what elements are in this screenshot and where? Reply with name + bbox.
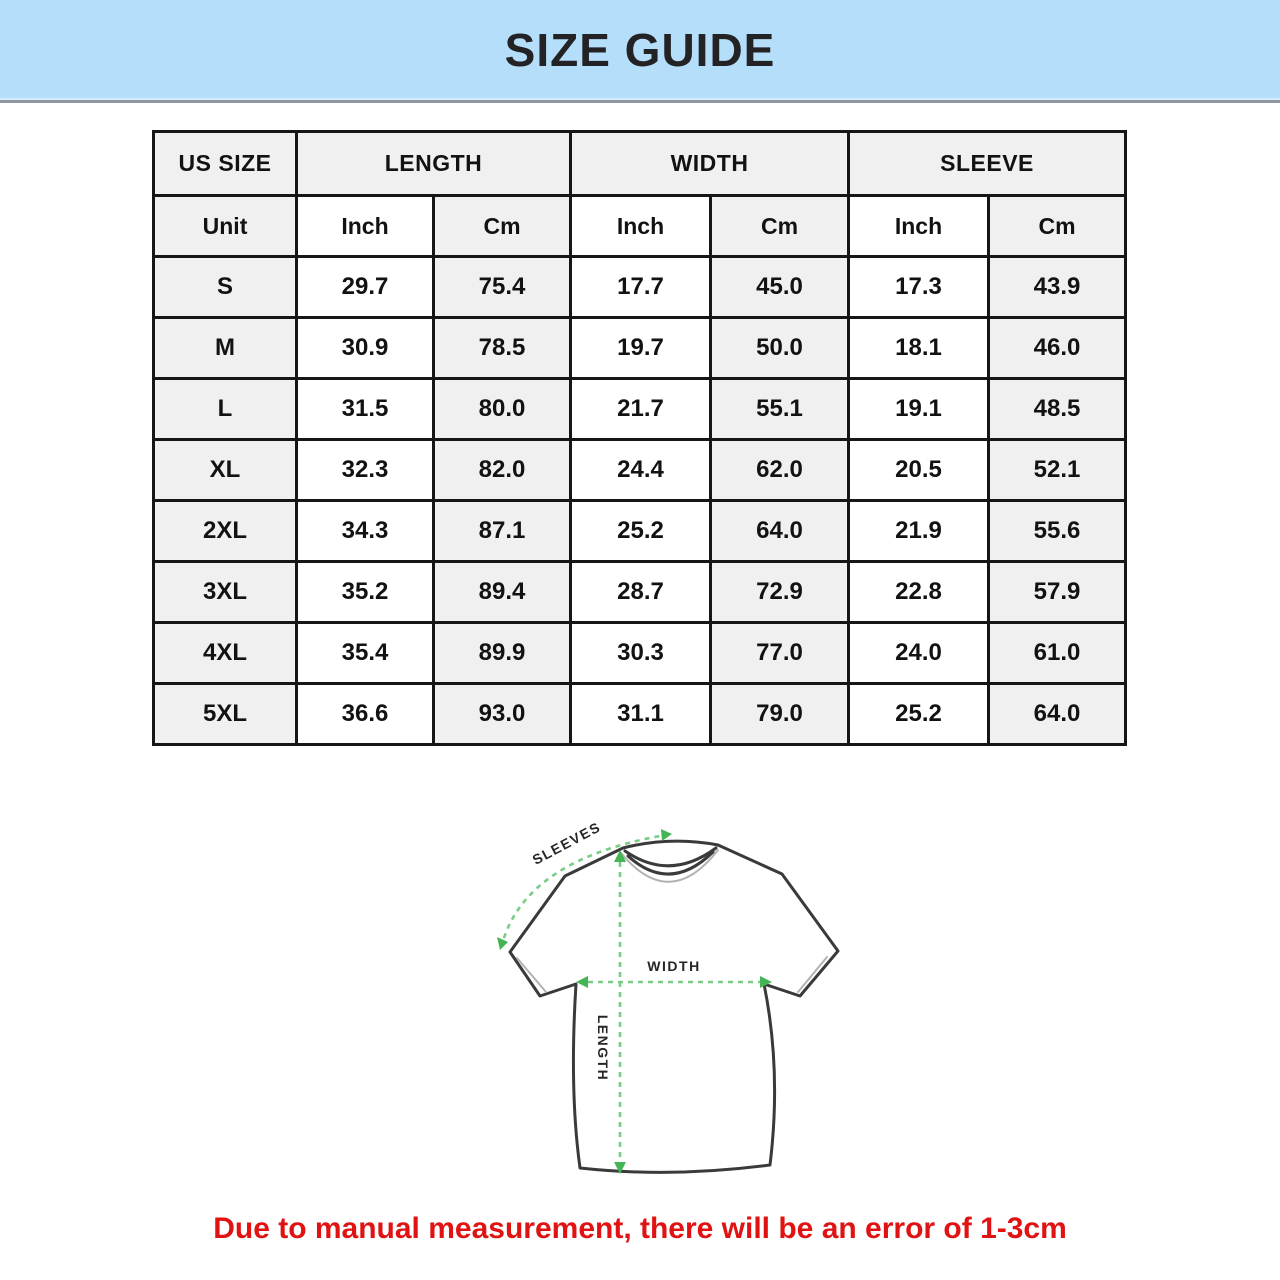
page-title: SIZE GUIDE <box>504 24 776 76</box>
sleeve-arrowhead-top <box>661 829 672 841</box>
value-cell: 19.1 <box>849 379 989 440</box>
value-cell: 17.3 <box>849 257 989 318</box>
value-cell: 48.5 <box>989 379 1126 440</box>
value-cell: 61.0 <box>989 623 1126 684</box>
value-cell: 64.0 <box>989 684 1126 745</box>
size-row-s <box>154 257 1126 318</box>
value-cell: 21.9 <box>849 501 989 562</box>
size-guide-table <box>152 130 1127 746</box>
value-cell: 89.9 <box>434 623 571 684</box>
value-cell: 25.2 <box>571 501 711 562</box>
column-group-sleeve: SLEEVE <box>849 132 1126 196</box>
value-cell: 78.5 <box>434 318 571 379</box>
value-cell: 55.6 <box>989 501 1126 562</box>
value-cell: 34.3 <box>297 501 434 562</box>
value-cell: 17.7 <box>571 257 711 318</box>
unit-cell-1: Inch <box>297 196 434 257</box>
unit-cell-4: Cm <box>711 196 849 257</box>
value-cell: 72.9 <box>711 562 849 623</box>
column-group-us-size: US SIZE <box>154 132 297 196</box>
unit-cell-3: Inch <box>571 196 711 257</box>
sleeve-arrowhead-bottom <box>497 937 508 950</box>
value-cell: 24.4 <box>571 440 711 501</box>
value-cell: 55.1 <box>711 379 849 440</box>
value-cell: 29.7 <box>297 257 434 318</box>
value-cell: 87.1 <box>434 501 571 562</box>
unit-header-row <box>154 196 1126 257</box>
unit-header-cell: Unit <box>154 196 297 257</box>
size-row-l <box>154 379 1126 440</box>
value-cell: 28.7 <box>571 562 711 623</box>
value-cell: 24.0 <box>849 623 989 684</box>
width-label: WIDTH <box>647 958 701 974</box>
size-row-5xl <box>154 684 1126 745</box>
value-cell: 35.4 <box>297 623 434 684</box>
size-label-cell: S <box>154 257 297 318</box>
value-cell: 30.3 <box>571 623 711 684</box>
value-cell: 31.5 <box>297 379 434 440</box>
value-cell: 19.7 <box>571 318 711 379</box>
value-cell: 21.7 <box>571 379 711 440</box>
unit-cell-2: Cm <box>434 196 571 257</box>
tshirt-outline <box>510 841 838 1172</box>
value-cell: 52.1 <box>989 440 1126 501</box>
size-row-2xl <box>154 501 1126 562</box>
size-label-cell: 3XL <box>154 562 297 623</box>
size-label-cell: 4XL <box>154 623 297 684</box>
unit-cell-5: Inch <box>849 196 989 257</box>
value-cell: 80.0 <box>434 379 571 440</box>
value-cell: 25.2 <box>849 684 989 745</box>
title-banner <box>0 0 1280 103</box>
value-cell: 89.4 <box>434 562 571 623</box>
value-cell: 77.0 <box>711 623 849 684</box>
size-row-3xl <box>154 562 1126 623</box>
value-cell: 35.2 <box>297 562 434 623</box>
tshirt-measurement-diagram <box>460 808 880 1208</box>
column-group-header-row <box>154 132 1126 196</box>
sleeves-label: SLEEVES <box>529 818 604 868</box>
size-label-cell: 2XL <box>154 501 297 562</box>
size-label-cell: 5XL <box>154 684 297 745</box>
size-label-cell: L <box>154 379 297 440</box>
unit-cell-6: Cm <box>989 196 1126 257</box>
value-cell: 62.0 <box>711 440 849 501</box>
value-cell: 20.5 <box>849 440 989 501</box>
value-cell: 45.0 <box>711 257 849 318</box>
size-row-4xl <box>154 623 1126 684</box>
value-cell: 75.4 <box>434 257 571 318</box>
column-group-width: WIDTH <box>571 132 849 196</box>
value-cell: 43.9 <box>989 257 1126 318</box>
value-cell: 30.9 <box>297 318 434 379</box>
size-row-xl <box>154 440 1126 501</box>
value-cell: 18.1 <box>849 318 989 379</box>
value-cell: 79.0 <box>711 684 849 745</box>
value-cell: 82.0 <box>434 440 571 501</box>
value-cell: 31.1 <box>571 684 711 745</box>
column-group-length: LENGTH <box>297 132 571 196</box>
size-label-cell: M <box>154 318 297 379</box>
size-row-m <box>154 318 1126 379</box>
length-label: LENGTH <box>595 1014 611 1082</box>
value-cell: 57.9 <box>989 562 1126 623</box>
value-cell: 46.0 <box>989 318 1126 379</box>
value-cell: 64.0 <box>711 501 849 562</box>
value-cell: 22.8 <box>849 562 989 623</box>
measurement-disclaimer: Due to manual measurement, there will be an error of 1-3cm <box>213 1212 1067 1245</box>
value-cell: 50.0 <box>711 318 849 379</box>
value-cell: 93.0 <box>434 684 571 745</box>
value-cell: 36.6 <box>297 684 434 745</box>
size-label-cell: XL <box>154 440 297 501</box>
value-cell: 32.3 <box>297 440 434 501</box>
